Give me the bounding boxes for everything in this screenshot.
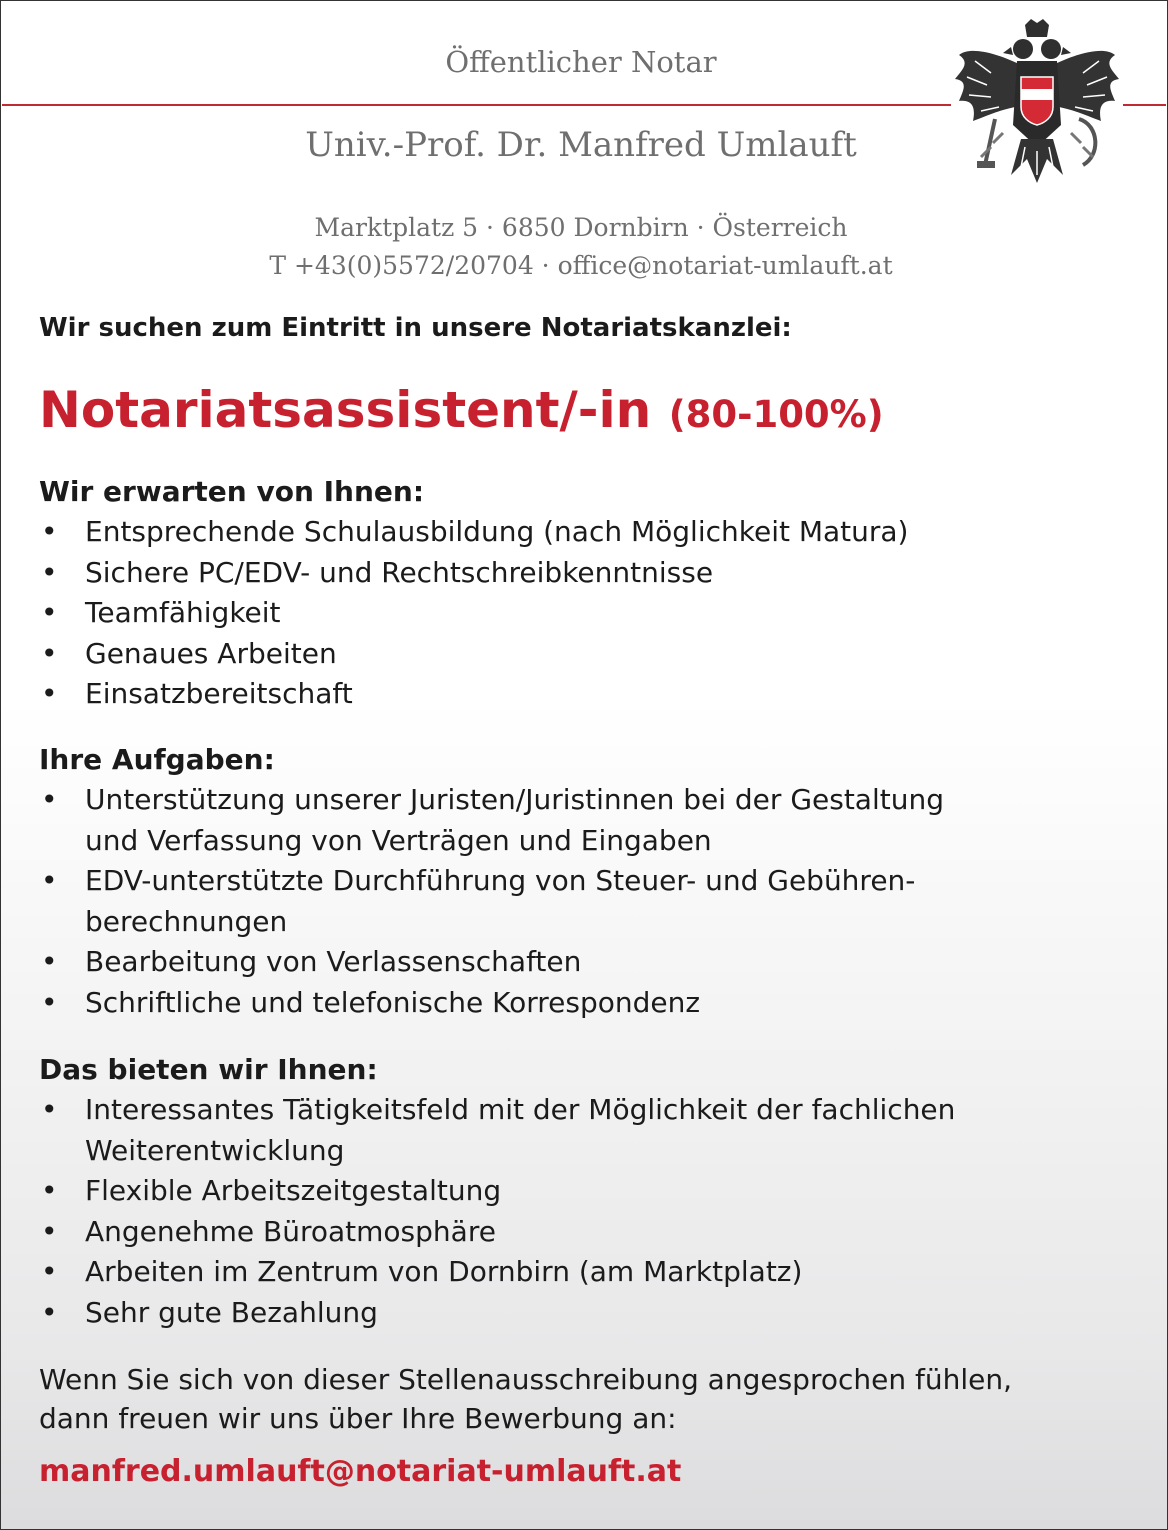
bullet-icon: • [41,945,58,978]
list-item-line: EDV-unterstützte Durchführung von Steuer- und Gebühren- [85,864,916,897]
bullet-icon: • [41,1214,58,1248]
austrian-coat-of-arms-icon [951,15,1123,193]
list-item [39,634,1139,675]
closing-line: dann freuen wir uns über Ihre Bewerbung an: [39,1401,677,1435]
list-item-text: Teamfähigkeit [85,596,281,629]
list-item-line: Unterstützung unserer Juristen/Juristinnen bei der Gestaltung [85,783,944,816]
bullet-icon: • [41,864,58,897]
section-tasks [39,740,1139,1023]
requirements-list [39,512,1139,715]
list-item-line: Sehr gute Bezahlung [85,1295,378,1329]
bullet-icon: • [41,555,58,589]
list-item [39,1293,1139,1334]
bullet-icon: • [41,1174,58,1207]
bullet-icon: • [41,783,58,816]
section-requirements [39,472,1139,715]
address-block [1,209,1161,285]
section-heading: Ihre Aufgaben: [39,743,275,776]
list-item [39,861,1139,942]
bullet-icon: • [41,515,58,548]
list-item [39,553,1139,594]
closing-line: Wenn Sie sich von dieser Stellenausschreibung angesprochen fühlen, [39,1363,1012,1396]
list-item-text: Einsatzbereitschaft [85,677,353,710]
list-item-line: Schriftliche und telefonische Korrespondenz [85,985,701,1019]
list-item-text: Genaues Arbeiten [85,636,337,670]
notary-name: Univ.-Prof. Dr. Manfred Umlauft [305,125,857,165]
list-item [39,593,1139,634]
bullet-icon: • [41,1093,58,1126]
application-email-link[interactable]: manfred.umlauft@notariat-umlauft.at [39,1454,682,1489]
bullet-icon: • [41,1295,58,1329]
list-item-text: Entsprechende Schulausbildung (nach Möglichkeit Matura) [85,515,909,548]
list-item [39,1252,1139,1293]
list-item [39,942,1139,983]
list-item-line: Angenehme Büroatmosphäre [85,1214,496,1248]
section-heading: Wir erwarten von Ihnen: [39,475,425,508]
section-heading: Das bieten wir Ihnen: [39,1053,378,1086]
bullet-icon: • [41,1255,58,1288]
bullet-icon: • [41,636,58,670]
address-line: Marktplatz 5 · 6850 Dornbirn · Österreich [314,213,848,242]
list-item [39,1212,1139,1253]
list-item [39,674,1139,715]
bullet-icon: • [41,677,58,710]
benefits-list [39,1090,1139,1333]
list-item-line: und Verfassung von Verträgen und Eingaben [85,823,712,857]
bullet-icon: • [41,596,58,629]
contact-line: T +43(0)5572/20704 · office@notariat-umlauft.at [269,251,893,280]
list-item [39,983,1139,1024]
list-item-line: Bearbeitung von Verlassenschaften [85,945,582,978]
intro-text: Wir suchen zum Eintritt in unsere Notariatskanzlei: [39,313,792,343]
section-benefits [39,1050,1139,1333]
list-item [39,1171,1139,1212]
list-item [39,1090,1139,1171]
list-item-line: berechnungen [85,904,288,938]
job-title-text: Notariatsassistent/-in [39,381,652,439]
list-item-line: Weiterentwicklung [85,1133,345,1167]
header-title: Öffentlicher Notar [445,45,717,79]
list-item [39,512,1139,553]
closing-text [39,1361,1012,1438]
list-item [39,780,1139,861]
bullet-icon: • [41,985,58,1019]
job-percentage: (80-100%) [668,393,884,436]
list-item-line: Arbeiten im Zentrum von Dornbirn (am Marktplatz) [85,1255,803,1288]
list-item-text: Sichere PC/EDV- und Rechtschreibkenntnisse [85,555,714,589]
tasks-list [39,780,1139,1023]
list-item-line: Flexible Arbeitszeitgestaltung [85,1174,502,1207]
job-title [39,381,884,439]
list-item-line: Interessantes Tätigkeitsfeld mit der Möglichkeit der fachlichen [85,1093,956,1126]
